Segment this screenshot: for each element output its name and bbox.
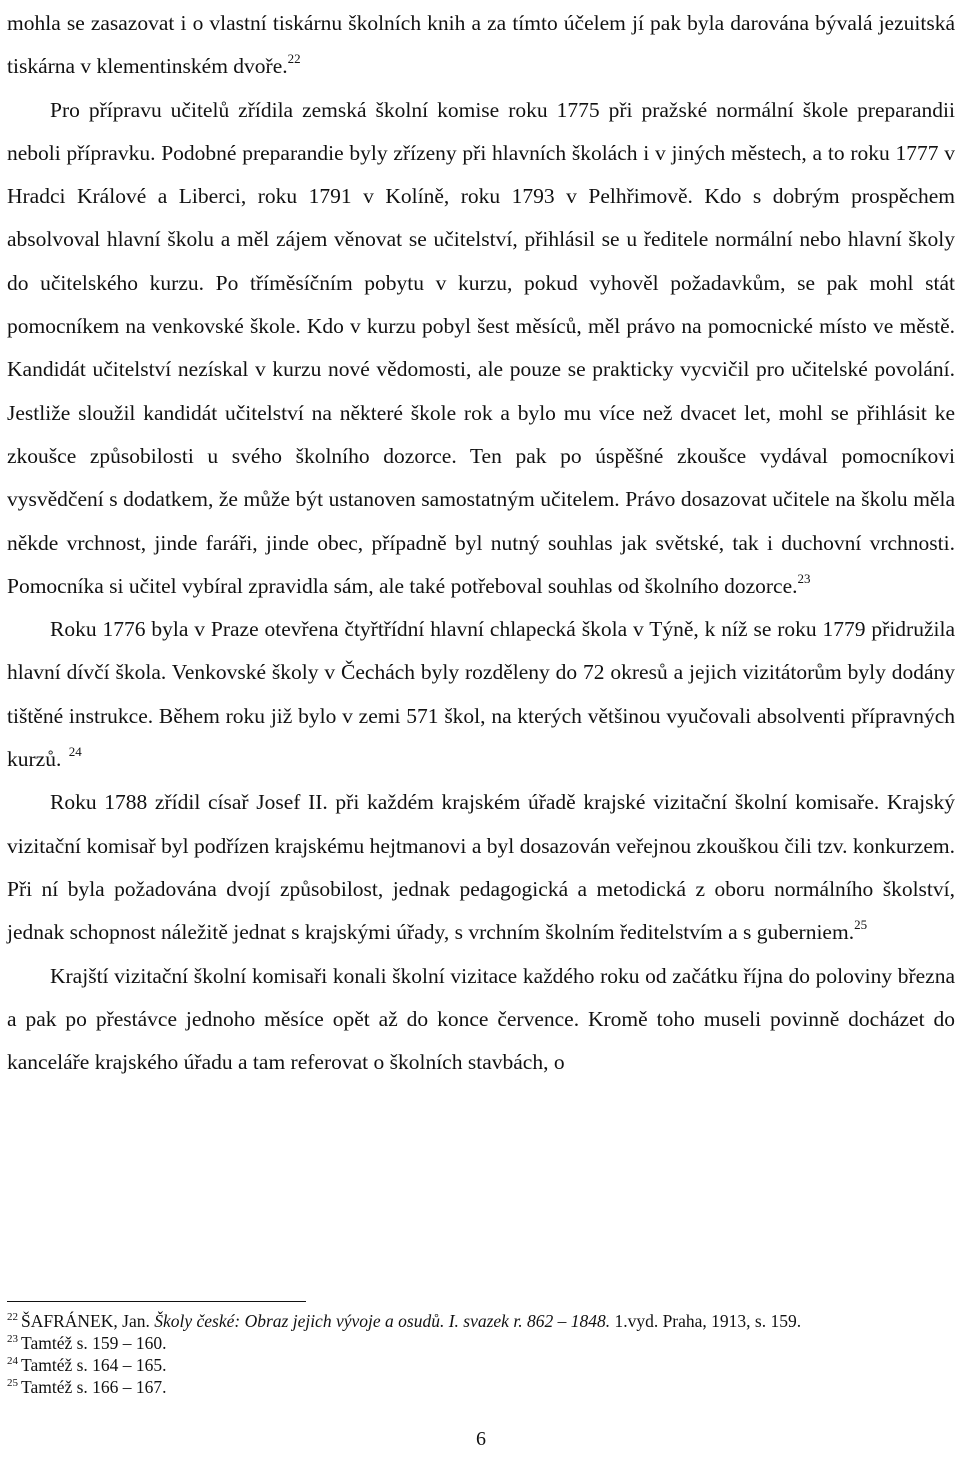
paragraph-2-text: Pro přípravu učitelů zřídila zemská školní komise roku 1775 při pražské normální škole preparandii neboli přípravku. Podobné preparandie byly zřízeny při hlavních školách i v jiných městech, a to roku 1777 v Hradci Králové a Liberci, roku 1791 v Kolíně, roku 1793 v Pelhřimově. Kdo s dobrým prospěchem absolvoval hlavní školu a měl zájem věnovat se učitelství, přihlásil se u ředitele normální nebo hlavní školy do učitelského kurzu. Po tříměsíčním pobytu v kurzu, pokud vyhověl požadavkům, se pak mohl stát pomocníkem na venkovské škole. Kdo v kurzu pobyl šest měsíců, měl právo na pomocnické místo ve městě. Kandidát učitelství nezískal v kurzu nové vědomosti, ale pouze se prakticky vycvičil pro učitelské povolání. Jestliže sloužil kandidát učitelství na některé škole rok a bylo mu více než dvacet let, mohl se přihlásit ke zkoušce způsobilosti u svého školního dozorce. Ten pak po úspěšné zkoušce vydával pomocníkovi vysvědčení s dodatkem, že může být ustanoven samostatným učitelem. Právo dosazovat učitele na školu měla někde vrchnost, jinde faráři, jinde obec, případně byl nutný souhlas jak světské, tak i duchovní vrchnosti. Pomocníka si učitel vybíral zpravidla sám, ale také potřeboval souhlas od školního dozorce. (7, 97, 955, 598)
footnote-number: 22 (7, 1311, 18, 1323)
paragraph-3 (7, 608, 955, 781)
paragraph-5-text: Krajští vizitační školní komisaři konali školní vizitace každého roku od začátku října do poloviny března a pak po přestávce jednoho měsíce opět až do konce července. Kromě toho museli povinně docházet do kanceláře krajského úřadu a tam referovat o školních stavbách, o (7, 963, 955, 1075)
footnote-24 (7, 1354, 955, 1376)
footnote-25 (7, 1376, 955, 1398)
footnote-divider (7, 1301, 306, 1302)
footnote-number: 25 (7, 1377, 18, 1389)
footnote-ref-24: 24 (68, 744, 82, 760)
footnote-publication: 1.vyd. Praha, 1913, s. 159. (610, 1311, 802, 1331)
footnote-title: Školy české: Obraz jejich vývoje a osudů. I. svazek r. 862 – 1848. (154, 1311, 611, 1331)
paragraph-1-text: mohla se zasazovat i o vlastní tiskárnu školních knih a za tímto účelem jí pak byla darována bývalá jezuitská tiskárna v klementinském dvoře. (7, 11, 955, 79)
footnote-23 (7, 1332, 955, 1354)
footnote-author: ŠAFRÁNEK, Jan. (21, 1311, 155, 1331)
footnote-number: 24 (7, 1355, 18, 1367)
paragraph-1 (7, 2, 955, 89)
footnotes-section (7, 1301, 955, 1398)
footnote-22 (7, 1310, 955, 1332)
footnote-text: Tamtéž s. 166 – 167. (21, 1377, 167, 1397)
footnote-ref-25: 25 (854, 917, 868, 933)
footnote-ref-22: 22 (287, 51, 301, 67)
body-text (7, 0, 955, 1084)
document-page (7, 0, 955, 1460)
paragraph-3-text: Roku 1776 byla v Praze otevřena čtyřtřídní hlavní chlapecká škola v Týně, k níž se roku 1779 přidružila hlavní dívčí škola. Venkovské školy v Čechách byly rozděleny do 72 okresů a jejich vizitátorům byly dodány tištěné instrukce. Během roku již bylo v zemi 571 škol, na kterých většinou vyučovali absolventi přípravných kurzů. (7, 617, 955, 772)
paragraph-4 (7, 781, 955, 954)
footnote-text: Tamtéž s. 159 – 160. (21, 1333, 167, 1353)
footnote-text: Tamtéž s. 164 – 165. (21, 1355, 167, 1375)
page-number: 6 (476, 1428, 486, 1450)
footnote-number: 23 (7, 1333, 18, 1345)
paragraph-2 (7, 89, 955, 609)
footnote-ref-23: 23 (797, 570, 811, 586)
paragraph-5 (7, 955, 955, 1085)
paragraph-4-text: Roku 1788 zřídil císař Josef II. při každém krajském úřadě krajské vizitační školní komisaře. Krajský vizitační komisař byl podřízen krajskému hejtmanovi a byl dosazován veřejnou zkouškou čili tzv. konkurzem. Při ní byla požadována dvojí způsobilost, jednak pedagogická a metodická z oboru normálního školství, jednak schopnost náležitě jednat s krajskými úřady, s vrchním školním ředitelstvím a s guberniem. (7, 790, 955, 945)
